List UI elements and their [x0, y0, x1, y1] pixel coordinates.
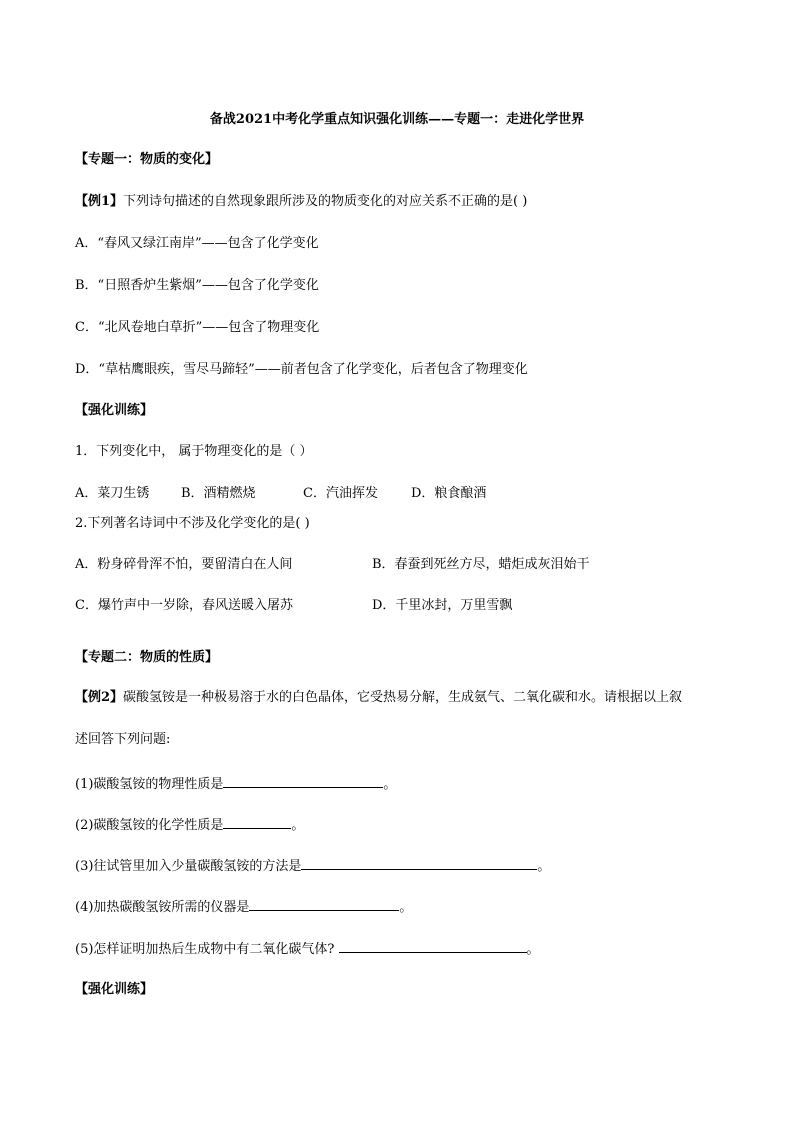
- answer-blank-5[interactable]: [339, 940, 527, 953]
- q2-option-d: D．千里冰封，万里雪飘: [372, 598, 513, 613]
- item-5-end: 。: [526, 942, 540, 957]
- q1-question: 1．下列变化中， 属于物理变化的是（ ）: [75, 444, 313, 459]
- topic1-heading: 【专题一：物质的变化】: [75, 152, 219, 167]
- example2-item-5: [75, 940, 540, 958]
- item-3-text: (3)往试管里加入少量碳酸氢铵的方法是: [75, 859, 302, 874]
- example2-text-line1: [75, 690, 682, 706]
- example2-item-4: [75, 898, 412, 916]
- q2-option-c: C．爆竹声中一岁除，春风送暖入屠苏: [75, 598, 293, 613]
- example2-label: 【例2】: [75, 690, 124, 705]
- item-3-end: 。: [537, 859, 551, 874]
- q1-options: [75, 486, 486, 502]
- example2-text-line2: 述回答下列问题:: [75, 732, 171, 747]
- page-title: 备战2021中考化学重点知识强化训练——专题一：走进化学世界: [209, 112, 585, 127]
- training1-heading: 【强化训练】: [75, 403, 154, 418]
- item-5-text: (5)怎样证明加热后生成物中有二氧化碳气体?: [75, 942, 339, 957]
- q2-question: 2.下列著名诗词中不涉及化学变化的是( ): [75, 516, 310, 531]
- item-4-end: 。: [399, 900, 413, 915]
- q1-option-d: D．粮食酿酒: [411, 486, 487, 501]
- example2-item-1: [75, 775, 396, 793]
- item-1-text: (1)碳酸氢铵的物理性质是: [75, 777, 224, 792]
- example1-option-b: B．“日照香炉生紫烟”——包含了化学变化: [75, 278, 319, 293]
- answer-blank-3[interactable]: [301, 857, 537, 870]
- item-1-end: 。: [383, 777, 397, 792]
- answer-blank-2[interactable]: [223, 816, 291, 829]
- q2-option-a: A．粉身碎骨浑不怕，要留清白在人间: [75, 557, 293, 572]
- example2-item-3: [75, 857, 550, 875]
- q1-option-b: B．酒精燃烧: [181, 486, 256, 501]
- q2-option-b: B．春蚕到死丝方尽，蜡炬成灰泪始干: [372, 557, 590, 572]
- example1-option-d: D．“草枯鹰眼疾，雪尽马蹄轻”——前者包含了化学变化，后者包含了物理变化: [75, 362, 528, 377]
- item-2-text: (2)碳酸氢铵的化学性质是: [75, 818, 224, 833]
- example1-option-a: A．“春风又绿江南岸”——包含了化学变化: [75, 236, 319, 251]
- answer-blank-1[interactable]: [223, 775, 383, 788]
- example2-text: 碳酸氢铵是一种极易溶于水的白色晶体，它受热易分解，生成氨气、二氧化碳和水。请根据以上叙: [123, 690, 683, 705]
- answer-blank-4[interactable]: [249, 898, 399, 911]
- q1-option-c: C．汽油挥发: [303, 486, 378, 501]
- example1-label: 【例1】: [75, 194, 124, 209]
- example1-question: [75, 194, 527, 210]
- item-4-text: (4)加热碳酸氢铵所需的仪器是: [75, 900, 250, 915]
- example1-text: 下列诗句描述的自然现象跟所涉及的物质变化的对应关系不正确的是( ): [123, 194, 528, 209]
- topic2-heading: 【专题二：物质的性质】: [75, 650, 219, 665]
- example1-option-c: C．“北风卷地白草折”——包含了物理变化: [75, 320, 320, 335]
- q2-options-row1: [75, 557, 292, 573]
- example2-item-2: [75, 816, 304, 834]
- q1-option-a: A．菜刀生锈: [75, 486, 150, 501]
- item-2-end: 。: [291, 818, 305, 833]
- training2-heading: 【强化训练】: [75, 982, 154, 997]
